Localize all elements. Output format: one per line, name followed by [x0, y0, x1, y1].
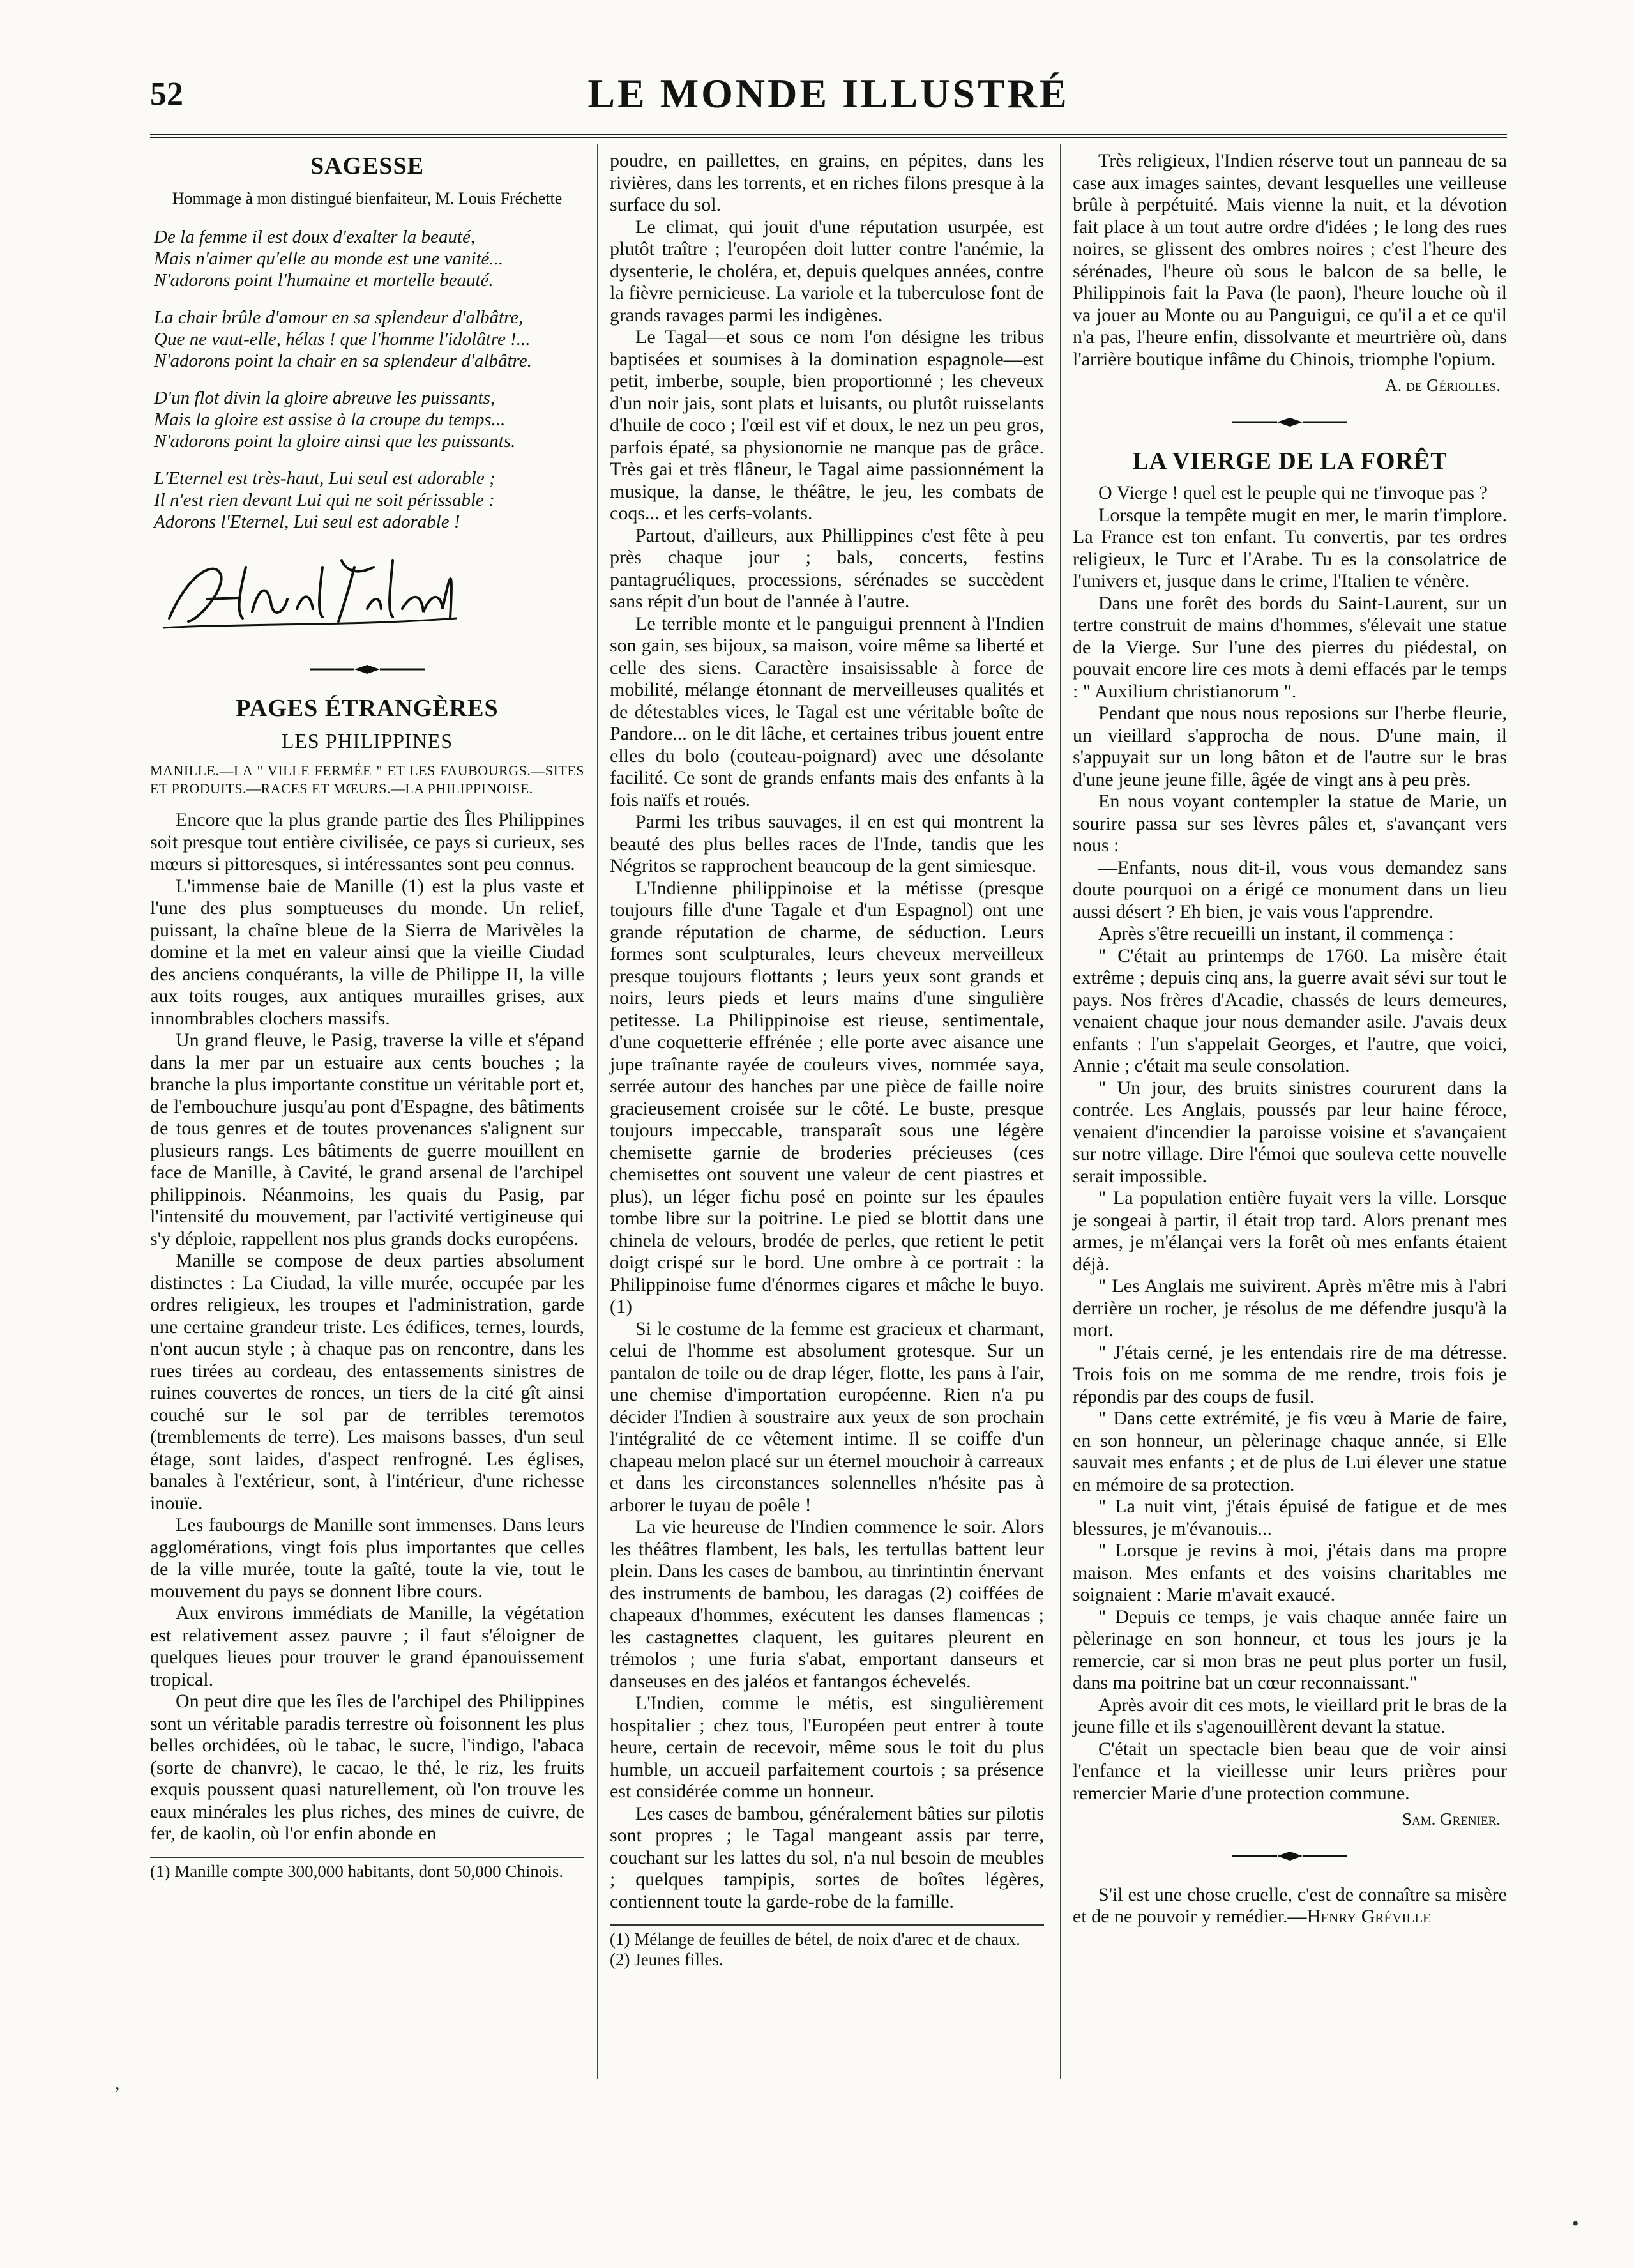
page-header	[150, 70, 1507, 138]
footnote: (2) Jeunes filles.	[610, 1950, 723, 1969]
paragraph: Un grand fleuve, le Pasig, traverse la ville et s'épand dans la mer par un estuaire aux cents bouches ; la branche la plus importante constitue un véritable port et, de l'embouchure jusqu'au pont d'Espagne, des bâtiments de tous genres et de toutes provenances s'alignent sur plusieurs rangs. Les bâtiments de guerre mouillent en face de Manille, à Cavité, le grand arsenal de l'archipel philippinois. Néanmoins, les quais du Pasig, par l'intensité du mouvement, par l'activité vertigineuse qui s'y déploie, rappellent nos plus grands docks européens.	[150, 1030, 584, 1249]
author-signature: Sam. Grenier.	[1402, 1809, 1501, 1829]
paragraph: " C'était au printemps de 1760. La misère était extrême ; depuis cinq ans, la guerre avait sévi sur tout le pays. Nos frères d'Acadie, chassés de leurs demeures, venaient chaque jour nous demander asile. J'avais deux enfants : l'un s'appelait Georges, et l'autre, que voici, Annie ; c'était ma seule consolation.	[1073, 945, 1507, 1076]
ornament-divider	[303, 663, 431, 676]
footnotes	[150, 1857, 584, 1881]
paragraph: —Enfants, nous dit-il, vous vous demandez sans doute pourquoi on a érigé ce monument dans un lieu aussi désert ? Eh bien, je vais vous l'apprendre.	[1073, 856, 1507, 922]
footnote: (1) Mélange de feuilles de bétel, de noix d'arec et de chaux.	[610, 1929, 1020, 1949]
paragraph: Le climat, qui jouit d'une réputation usurpée, est plutôt traître ; l'européen doit lutter contre l'anémie, la dysenterie, le choléra, et, depuis quelques années, contre la fièvre pernicieuse. La variole et la tuberculose font de grands ravages parmi les indigènes.	[610, 216, 1044, 326]
paragraph: Les cases de bambou, généralement bâties sur pilotis sont propres ; le Tagal mangeant assis par terre, couchant sur les lattes du sol, n'a nul besoin de meubles ; quelques tampipis, sortes de boîtes légères, contiennent toute la garde-robe de la famille.	[610, 1802, 1044, 1912]
paragraph: Partout, d'ailleurs, aux Phillippines c'est fête à peu près chaque jour ; bals, concerts, festins pantagruéliques, processions, sérénades se succèdent sans répit d'un bout de l'année à l'autre.	[610, 524, 1044, 612]
page-number: 52	[150, 76, 183, 112]
paragraph: Manille se compose de deux parties absolument distinctes : La Ciudad, la ville murée, occupée par les ordres religieux, les troupes et l'administration, garde une certaine grandeur triste. Les édifices, ternes, lourds, n'ont aucun style ; à chaque pas on rencontre, dans les rues tirées au cordeau, des entassements sinistres de ruines couvertes de ronces, un tiers de la cité gît ainsi couché sur le sol par de terribles teremotos (tremblements de terre). Les maisons basses, d'un seul étage, sont laides, d'aspect renfrogné. Les églises, banales à l'extérieur, sont, à l'intérieur, d'une richesse inouïe.	[150, 1250, 584, 1514]
poem-line: La chair brûle d'amour en sa splendeur d'albâtre,	[154, 307, 524, 328]
closing-quote-text: S'il est une chose cruelle, c'est de connaître sa misère et de ne pouvoir y remédier.—	[1073, 1884, 1507, 1927]
paragraph: Le terrible monte et le panguigui prennent à l'Indien son gain, ses bijoux, sa maison, voire même sa liberté et celle des siens. Caractère insaisissable à force de mobilité, mélange étonnant de merveilleuses qualités et de détestables vices, le Tagal est une véritable boîte de Pandore... on le dit lâche, et certaines tribus jouent entre elles du bolo (couteau-poignard) avec une désolante facilité. Ce sont de grands enfants mais des enfants à la fois naïfs et roués.	[610, 613, 1044, 811]
column-right	[1073, 150, 1507, 1928]
column-middle	[610, 150, 1044, 1970]
paragraph: Parmi les tribus sauvages, il en est qui montrent la beauté des plus belles races de l'Inde, tandis que les Négritos se rapprochent beaucoup de la gent simiesque.	[610, 811, 1044, 876]
poem-line: N'adorons point la gloire ainsi que les puissants.	[154, 431, 516, 452]
paragraph: " La nuit vint, j'étais épuisé de fatigue et de mes blessures, je m'évanouis...	[1073, 1496, 1507, 1539]
paragraph: En nous voyant contempler la statue de Marie, un sourire passa sur ses lèvres pâles et, s'avançant vers nous :	[1073, 791, 1507, 856]
paragraph: L'Indienne philippinoise et la métisse (presque toujours fille d'une Tagale et d'un Espagnol) ont une grande réputation de charme, de séduction. Leurs formes sont sculpturales, leurs cheveux merveilleux presque toujours flottants ; leurs yeux sont grands et noirs, leurs pieds et leurs mains d'une singulière petitesse. La Philippinoise est rieuse, sentimentale, d'une coquetterie effrénée ; elle porte avec aisance une jupe traînante rayée de couleurs vives, nommée saya, serrée autour des hanches par une pièce de faille noire gracieusement croisée sur le côté. Le buste, presque toujours impeccable, transparaît sous une légère chemisette garnie de broderies précieuses (ces chemisettes ont souvent une valeur de cent piastres et plus), un léger fichu posé en pointe sur les épaules tombe libre sur la poitrine. Le pied se blottit dans une chinela de velours, brodée de perles, que retient le petit doigt crispé sur le bord. Une ombre à ce portrait : la Philippinoise fume d'énormes cigares et mâche le buyo. (1)	[610, 877, 1044, 1317]
poem	[154, 226, 584, 533]
paragraph: Le Tagal—et sous ce nom l'on désigne les tribus baptisées et soumises à la domination espagnole—est petit, imberbe, souple, bien proportionné ; les cheveux d'un noir jais, sont plats et luisants, ou plutôt ruisselants d'huile de coco ; l'œil est vif et doux, le nez un peu gros, parfois épaté, sa physionomie ne manque pas de grâce. Très gai et très flâneur, le Tagal aime passionnément la musique, la danse, le théâtre, le jeu, les combats de coqs... et les cerfs-volants.	[610, 326, 1044, 524]
paragraph: L'Indien, comme le métis, est singulièrement hospitalier ; chez tous, l'Européen peut entrer à toute heure, certain de recevoir, même sous le toit du plus humble, un accueil parfaitement courtois ; sa présence est considérée comme un honneur.	[610, 1693, 1044, 1802]
paragraph: " Les Anglais me suivirent. Après m'être mis à l'abri derrière un rocher, je résolus de me défendre jusqu'à la mort.	[1073, 1275, 1507, 1341]
handwritten-signature	[150, 548, 584, 644]
poem-line: N'adorons point l'humaine et mortelle beauté.	[154, 270, 494, 291]
paragraph: Aux environs immédiats de Manille, la végétation est relativement assez pauvre ; il faut s'éloigner de quelques lieues pour trouver le grand épanouissement tropical.	[150, 1602, 584, 1690]
ornament-divider	[1226, 416, 1354, 429]
paragraph: " Dans cette extrémité, je fis vœu à Marie de faire, en son honneur, un pèlerinage chaque année, si Elle sauvait mes enfants ; et de plus de Lui élever une statue en mémoire de sa protection.	[1073, 1408, 1507, 1495]
closing-quote	[1073, 1884, 1507, 1928]
section-title: PAGES ÉTRANGÈRES	[236, 695, 499, 722]
poem-line: L'Eternel est très-haut, Lui seul est adorable ;	[154, 468, 495, 489]
poem-stanza	[154, 307, 584, 372]
poem-line: Adorons l'Eternel, Lui seul est adorable !	[154, 512, 460, 532]
paragraph: Lorsque la tempête mugit en mer, le marin t'implore. La France est ton enfant. Tu convertis, par tes ordres religieux, le Turc et l'Arabe. Tu es la consolatrice de l'univers et, jusque dans le crime, l'Italien te vénère.	[1073, 504, 1507, 591]
poem-title: SAGESSE	[310, 153, 425, 179]
paragraph: " Depuis ce temps, je vais chaque année faire un pèlerinage en son honneur, et tous les jours je la remercie, car si mon bras ne peut plus porter un fusil, dans ma poitrine bat un cœur reconnaissant."	[1073, 1606, 1507, 1693]
paragraph: " Lorsque je revins à moi, j'étais dans ma propre maison. Mes enfants et des voisins charitables me soignaient : Marie m'avait exaucé.	[1073, 1540, 1507, 1605]
paragraph: On peut dire que les îles de l'archipel des Philippines sont un véritable paradis terrestre où foisonnent les plus belles orchidées, où le tabac, le sucre, l'indigo, l'abaca (sorte de chanvre), le cacao, le thé, le riz, les fruits exquis poussent quasi naturellement, où l'on trouve les eaux minérales les plus riches, des mines de cuivre, de fer, de kaolin, où l'or enfin abonde en	[150, 1691, 584, 1844]
column-rule-left	[597, 144, 598, 2079]
masthead: LE MONDE ILLUSTRÉ	[587, 71, 1070, 116]
poem-stanza	[154, 226, 584, 291]
column-left	[150, 150, 584, 1882]
poem-line: Mais n'aimer qu'elle au monde est une vanité...	[154, 248, 504, 269]
poem-line: D'un flot divin la gloire abreuve les puissants,	[154, 388, 495, 408]
paragraph: Après avoir dit ces mots, le vieillard prit le bras de la jeune fille et ils s'agenouillèrent devant la statue.	[1073, 1694, 1507, 1737]
paragraph: La vie heureuse de l'Indien commence le soir. Alors les théâtres flambent, les bals, les tertullas battent leur plein. Dans les cases de bambou, au tinrintintin énervant des instruments de bambou, les daragas (2) coiffées de chapeaux d'hommes, exécutent les danses flamencas ; les castagnettes claquent, les guitares pleurent en trémolos ; une furia s'abat, emportant danseurs et danseuses en des jaléos et fantangos échevelés.	[610, 1516, 1044, 1692]
column-rule-right	[1060, 144, 1061, 2079]
print-mark: •	[1572, 2213, 1579, 2234]
poem-line: Il n'est rien devant Lui qui ne soit périssable :	[154, 490, 495, 510]
paragraph: " J'étais cerné, je les entendais rire de ma détresse. Trois fois on me somma de me rendre, trois fois je répondis par des coups de fusil.	[1073, 1341, 1507, 1407]
poem-line: De la femme il est doux d'exalter la beauté,	[154, 227, 476, 247]
closing-quote-author: Henry Gréville	[1306, 1906, 1431, 1927]
poem-line: Que ne vaut-elle, hélas ! que l'homme l'idolâtre !...	[154, 329, 531, 349]
paragraph: poudre, en paillettes, en grains, en pépites, dans les rivières, dans les torrents, et en riches filons presque à la surface du sol.	[610, 150, 1044, 215]
paragraph: L'immense baie de Manille (1) est la plus vaste et l'une des plus somptueuses du monde. Un relief, puissant, la chaîne bleue de la Sierra de Marivèles la domine et la met en valeur ainsi que la vieille Ciudad des anciens conquérants, la ville de Philippe II, la ville aux toits rouges, aux antiques murailles grises, aux innombrables clochers massifs.	[150, 875, 584, 1029]
poem-dedication: Hommage à mon distingué bienfaiteur, M. Louis Fréchette	[172, 188, 563, 208]
paragraph: Les faubourgs de Manille sont immenses. Dans leurs agglomérations, vingt fois plus importantes que celles de la ville murée, toute la gaîté, toute la vie, tout le mouvement du pays se donnent libre cours.	[150, 1514, 584, 1602]
print-mark: ,	[115, 2073, 120, 2094]
footnote: (1) Manille compte 300,000 habitants, dont 50,000 Chinois.	[150, 1861, 564, 1881]
poem-stanza	[154, 468, 584, 533]
ornament-divider	[1226, 1850, 1354, 1862]
poem-line: N'adorons point la chair en sa splendeur d'albâtre.	[154, 351, 532, 371]
author-signature: A. de Gériolles.	[1384, 376, 1501, 395]
poem-line: Mais la gloire est assise à la croupe du temps...	[154, 409, 506, 430]
paragraph: O Vierge ! quel est le peuple qui ne t'invoque pas ?	[1098, 482, 1488, 503]
footnotes	[610, 1924, 1044, 1969]
paragraph: Pendant que nous nous reposions sur l'herbe fleurie, un vieillard s'approcha de nous. D'une main, il s'appuyait sur un long bâton et de l'autre sur le bras d'une jeune jeune fille, âgée de vingt ans à peu près.	[1073, 703, 1507, 790]
story-title: LA VIERGE DE LA FORÊT	[1132, 447, 1448, 475]
paragraph: Très religieux, l'Indien réserve tout un panneau de sa case aux images saintes, devant lesquelles une veilleuse brûle à perpétuité. Mais vienne la nuit, et la dévotion fait place à un tout autre ordre d'idées ; le long des rues noires, se glissent des ombres noires ; c'est l'heure des sérénades, l'heure où sous le balcon de sa belle, le Philippinois fait la Pava (le paon), l'heure louche où il va jouer au Monte ou au Panguigui, ce qu'il a et ce qu'il n'a pas, l'heure enfin, dissolvante et meurtrière où, dans l'arrière boutique infâme du Chinois, triomphe l'opium.	[1073, 150, 1507, 370]
paragraph: " La population entière fuyait vers la ville. Lorsque je songeai à partir, il était trop tard. Alors prenant mes armes, je m'élançai vers la forêt où mes enfants étaient déjà.	[1073, 1187, 1507, 1275]
paragraph: Encore que la plus grande partie des Îles Philippines soit presque tout entière civilisée, ce pays si curieux, ses mœurs si pittoresques, si intéressantes sont peu connus.	[150, 809, 584, 874]
paragraph: C'était un spectacle bien beau que de voir ainsi l'enfance et la vieillesse unir leurs prières pour remercier Marie d'une protection commune.	[1073, 1738, 1507, 1804]
paragraph: Dans une forêt des bords du Saint-Laurent, sur un tertre construit de mains d'hommes, s'élevait une statue de la Vierge. Sur l'une des pierres du piédestal, on pouvait encore lire ces mots à demi effacés par le temps : " Auxilium christianorum ".	[1073, 592, 1507, 702]
paragraph: Si le costume de la femme est gracieux et charmant, celui de l'homme est absolument grotesque. Sur un pantalon de toile ou de drap léger, flotte, les pans à l'air, une chemise d'importation européenne. Rien n'a pu décider l'Indien à soustraire aux yeux de son prochain l'intégralité de ce vêtement intime. Il se coiffe d'un chapeau melon placé sur un éternel mouchoir à carreaux et dans les circonstances solennelles n'hésite pas à arborer le tuyau de poêle !	[610, 1318, 1044, 1516]
paragraph: " Un jour, des bruits sinistres coururent dans la contrée. Les Anglais, poussés par leur haine féroce, venaient d'incendier la paroisse voisine et s'avançaient sur notre village. Dire l'émoi que souleva cette nouvelle serait impossible.	[1073, 1077, 1507, 1187]
poem-stanza	[154, 387, 584, 452]
article-summary: MANILLE.—LA " VILLE FERMÉE " ET LES FAUBOURGS.—SITES ET PRODUITS.—RACES ET MŒURS.—LA PHILIPPINOISE.	[150, 763, 584, 796]
article-title: LES PHILIPPINES	[281, 729, 453, 752]
paragraph: Après s'être recueilli un instant, il commença :	[1098, 923, 1454, 944]
